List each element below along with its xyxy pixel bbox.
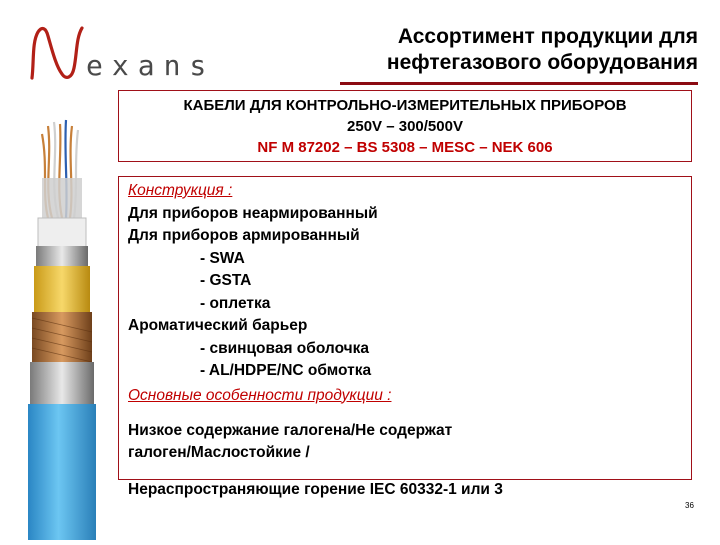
cable-illustration (18, 118, 110, 540)
header-voltage: 250V – 300/500V (347, 118, 463, 135)
construction-item: Ароматический барьер (128, 317, 308, 334)
features-text (128, 420, 452, 464)
page-number: 36 (685, 501, 694, 510)
features-line-3: Нераспространяющие горение IEC 60332-1 или 3 (128, 481, 503, 498)
logo-wordmark: exans (86, 49, 216, 82)
construction-subitem: - GSTA (200, 272, 252, 289)
header-standards: NF M 87202 – BS 5308 – MESC – NEK 606 (257, 139, 553, 156)
nexans-logo (26, 22, 216, 82)
construction-section (128, 180, 688, 407)
features-line-1: Низкое содержание галогена/Не содержат (128, 422, 453, 439)
construction-subitem: - свинцовая оболочка (200, 339, 370, 357)
cable-type-header (118, 90, 692, 162)
construction-item: Для приборов неармированный (128, 204, 378, 222)
title-line-1: Ассортимент продукции для (397, 25, 698, 48)
construction-item: Для приборов армированный (128, 227, 360, 244)
construction-subitem: - SWA (200, 249, 245, 267)
nexans-n-mark-icon (26, 22, 90, 84)
construction-subitem: - оплетка (200, 294, 271, 312)
title-underline (340, 82, 698, 85)
features-heading: Основные особенности продукции : (128, 386, 392, 404)
features-line-2: галоген/Маслостойкие / (128, 444, 310, 461)
construction-heading: Конструкция : (128, 182, 233, 199)
header-cable-type: КАБЕЛИ ДЛЯ КОНТРОЛЬНО-ИЗМЕРИТЕЛЬНЫХ ПРИБОРОВ (183, 97, 627, 114)
slide-title (387, 24, 698, 76)
construction-subitem: - AL/HDPE/NC обмотка (200, 362, 372, 379)
title-line-2: нефтегазового оборудования (386, 51, 698, 74)
